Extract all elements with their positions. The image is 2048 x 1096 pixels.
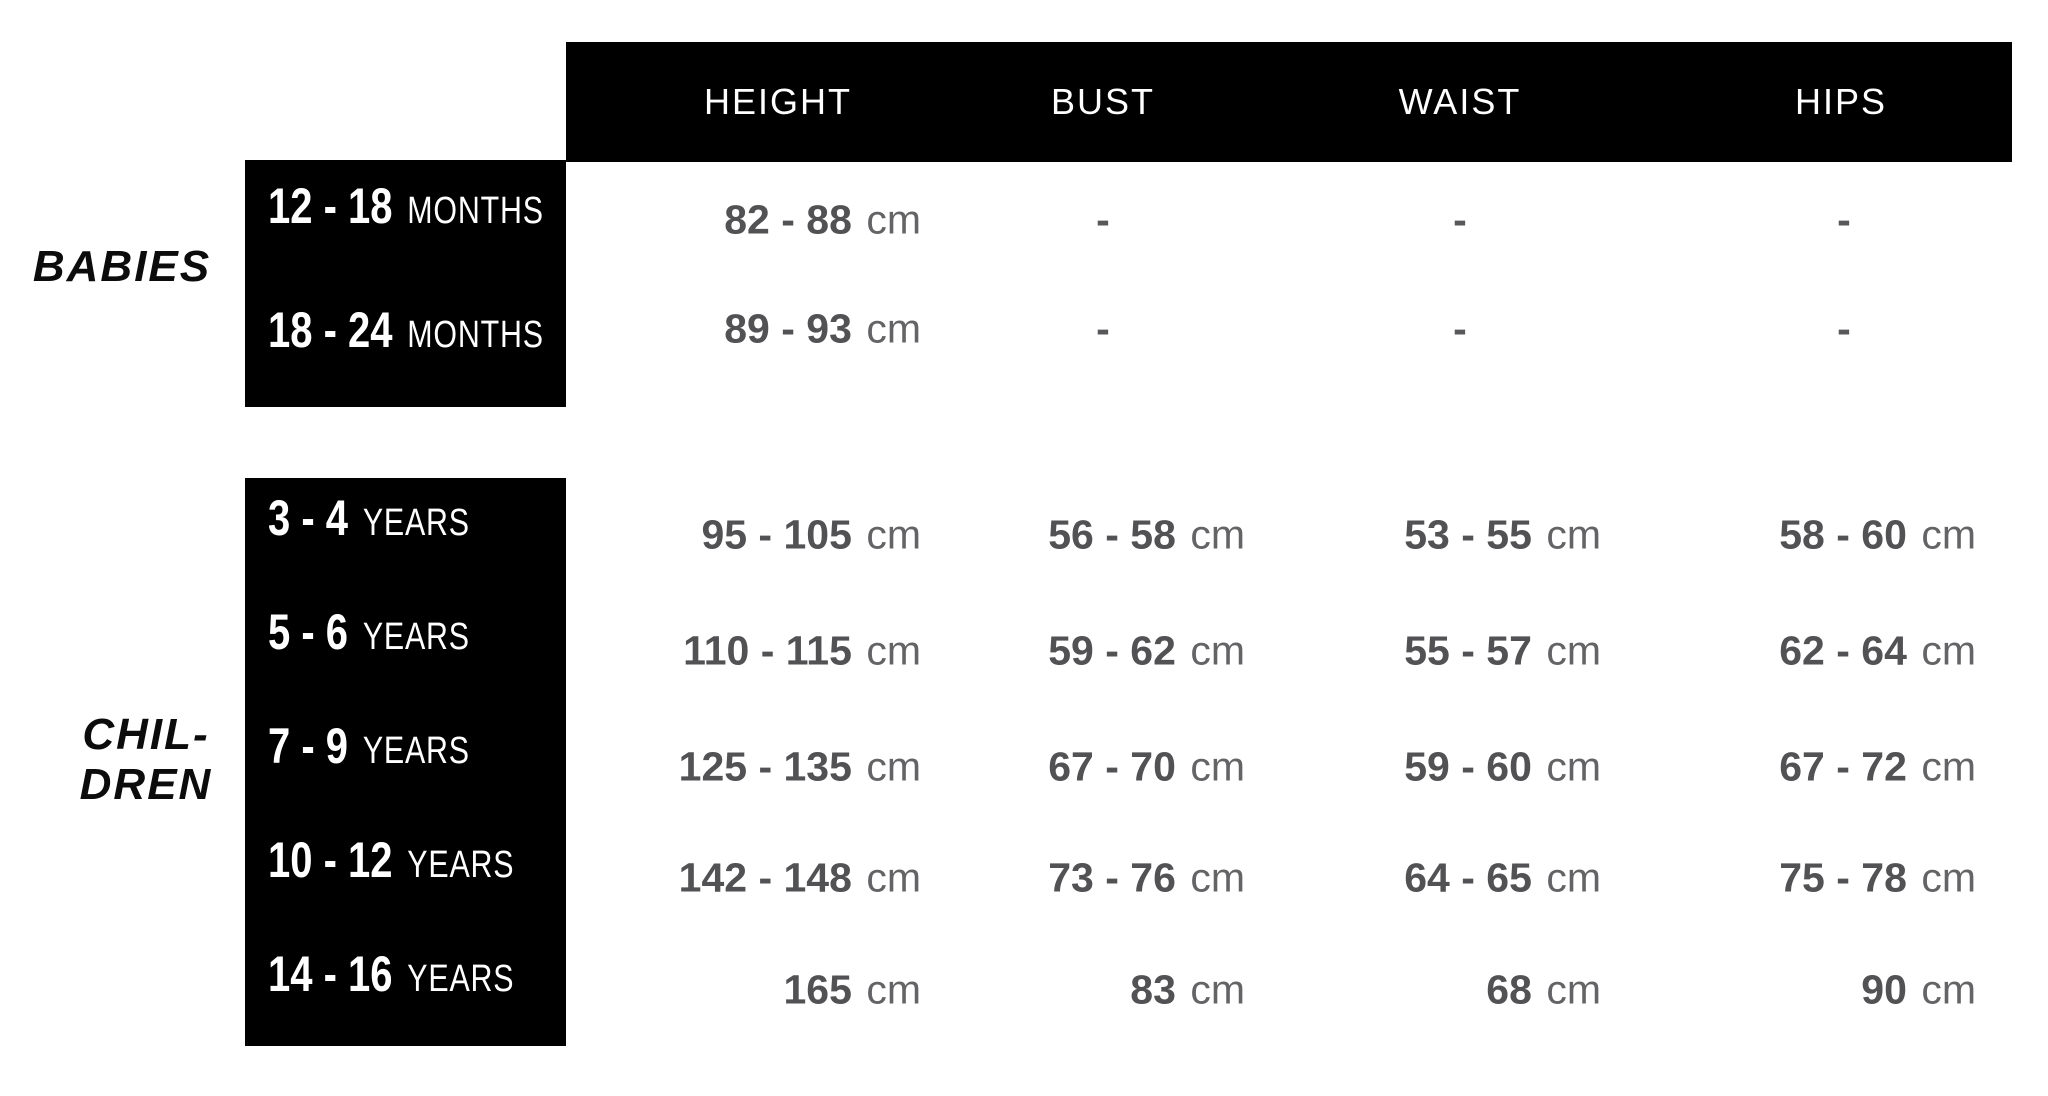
waist-value: 59 - 60 [1404, 743, 1532, 790]
unit-label: cm [1546, 966, 1601, 1013]
height-value: 110 - 115 [683, 627, 852, 674]
bust-cell [1048, 628, 1245, 675]
waist-cell-empty: - [1453, 196, 1467, 243]
age-range: 18 - 24 [268, 302, 393, 358]
height-cell [783, 967, 921, 1014]
age-unit: YEARS [362, 730, 470, 772]
age-range: 3 - 4 [268, 490, 349, 546]
unit-label: cm [1190, 854, 1245, 901]
unit-label: cm [866, 854, 921, 901]
unit-label: cm [1921, 627, 1976, 674]
bust-cell [1130, 967, 1245, 1014]
bust-cell-empty: - [1096, 305, 1110, 352]
height-cell [679, 744, 921, 791]
unit-label: cm [1921, 511, 1976, 558]
waist-cell [1404, 628, 1601, 675]
waist-value: 53 - 55 [1404, 511, 1532, 558]
bust-value: 67 - 70 [1048, 743, 1176, 790]
hips-value: 58 - 60 [1779, 511, 1907, 558]
size-row-label [268, 945, 514, 1003]
age-range: 14 - 16 [268, 946, 393, 1002]
size-row-label [268, 177, 544, 235]
size-row-label [268, 489, 470, 547]
height-value: 82 - 88 [724, 196, 852, 243]
age-unit: YEARS [407, 844, 515, 886]
hips-cell [1779, 628, 1976, 675]
unit-label: cm [1190, 743, 1245, 790]
bust-value: 83 [1130, 966, 1176, 1013]
waist-cell [1404, 744, 1601, 791]
column-header-bust: BUST [1050, 81, 1156, 122]
waist-cell-empty: - [1453, 305, 1467, 352]
unit-label: cm [1546, 511, 1601, 558]
bust-value: 73 - 76 [1048, 854, 1176, 901]
size-row-label [268, 603, 470, 661]
group-label-children [6, 710, 286, 810]
height-value: 142 - 148 [678, 854, 852, 901]
age-range: 10 - 12 [268, 832, 393, 888]
waist-value: 64 - 65 [1404, 854, 1532, 901]
height-value: 165 [783, 966, 852, 1013]
age-unit: YEARS [362, 502, 470, 544]
unit-label: cm [1921, 854, 1976, 901]
age-unit: YEARS [362, 616, 470, 658]
size-row-label [268, 831, 514, 889]
bust-cell-empty: - [1096, 196, 1110, 243]
bust-value: 56 - 58 [1048, 511, 1176, 558]
group-label-babies: BABIES [32, 242, 212, 291]
age-range: 12 - 18 [268, 178, 393, 234]
hips-cell [1779, 855, 1976, 902]
group-label-children-line2: DREN [79, 760, 213, 809]
height-value: 95 - 105 [701, 511, 852, 558]
hips-value: 75 - 78 [1779, 854, 1907, 901]
age-unit: YEARS [407, 958, 515, 1000]
unit-label: cm [866, 196, 921, 243]
column-header-waist: WAIST [1398, 81, 1522, 122]
size-row-label [268, 301, 544, 359]
hips-cell-empty: - [1837, 196, 1851, 243]
unit-label: cm [1546, 743, 1601, 790]
waist-value: 55 - 57 [1404, 627, 1532, 674]
bust-cell [1048, 855, 1245, 902]
age-range: 5 - 6 [268, 604, 349, 660]
unit-label: cm [866, 966, 921, 1013]
bust-cell [1048, 744, 1245, 791]
height-value: 125 - 135 [678, 743, 852, 790]
age-unit: MONTHS [407, 314, 544, 356]
unit-label: cm [866, 305, 921, 352]
height-cell [683, 628, 921, 675]
bust-cell [1048, 512, 1245, 559]
height-cell [701, 512, 921, 559]
hips-value: 62 - 64 [1779, 627, 1907, 674]
hips-value: 90 [1861, 966, 1907, 1013]
age-unit: MONTHS [407, 190, 544, 232]
unit-label: cm [1921, 966, 1976, 1013]
unit-label: cm [866, 627, 921, 674]
bust-value: 59 - 62 [1048, 627, 1176, 674]
hips-cell [1779, 744, 1976, 791]
unit-label: cm [1190, 966, 1245, 1013]
unit-label: cm [866, 743, 921, 790]
waist-cell [1486, 967, 1601, 1014]
unit-label: cm [1546, 854, 1601, 901]
size-row-label [268, 717, 470, 775]
column-header-height: HEIGHT [703, 81, 853, 122]
height-cell [679, 855, 921, 902]
waist-cell [1404, 855, 1601, 902]
group-label-children-line1: CHIL- [82, 710, 210, 759]
hips-cell [1779, 512, 1976, 559]
hips-value: 67 - 72 [1779, 743, 1907, 790]
height-cell [724, 306, 921, 353]
unit-label: cm [866, 511, 921, 558]
height-cell [724, 197, 921, 244]
table-header-bar [566, 42, 2012, 162]
age-range: 7 - 9 [268, 718, 349, 774]
waist-cell [1404, 512, 1601, 559]
column-header-hips: HIPS [1794, 81, 1888, 122]
unit-label: cm [1190, 627, 1245, 674]
hips-cell-empty: - [1837, 305, 1851, 352]
unit-label: cm [1921, 743, 1976, 790]
unit-label: cm [1546, 627, 1601, 674]
unit-label: cm [1190, 511, 1245, 558]
height-value: 89 - 93 [724, 305, 852, 352]
hips-cell [1861, 967, 1976, 1014]
waist-value: 68 [1486, 966, 1532, 1013]
